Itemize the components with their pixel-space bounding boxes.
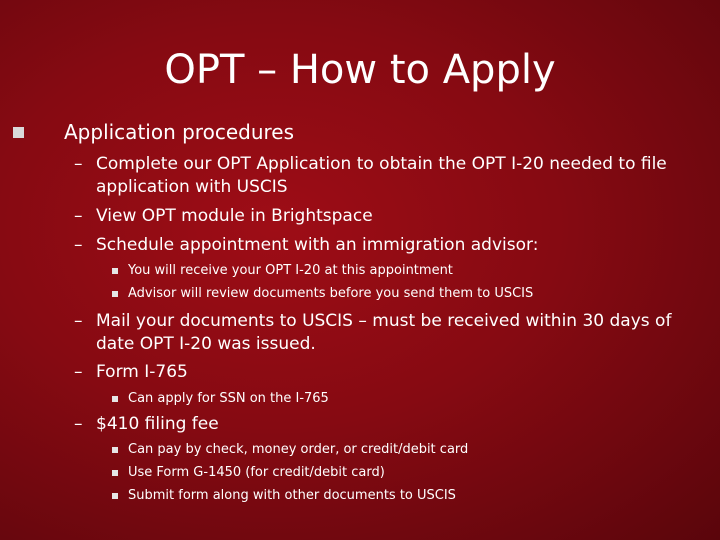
bullet-text: View OPT module in Brightspace <box>96 206 373 226</box>
bullet-text: You will receive your OPT I-20 at this appointment <box>128 263 453 278</box>
bullet-text: Form I-765 <box>96 362 188 382</box>
bullet-text: Complete our OPT Application to obtain the OPT I-20 needed to file application with USCIS <box>96 154 667 197</box>
dash-bullet-icon: – <box>74 414 83 434</box>
bullet-text: Can apply for SSN on the I-765 <box>128 391 329 406</box>
bullet-text: $410 filing fee <box>96 414 219 434</box>
dash-bullet-icon: – <box>74 206 83 226</box>
slide-title: OPT – How to Apply <box>164 47 556 93</box>
dash-bullet-icon: – <box>74 362 83 382</box>
bullet-text: Schedule appointment with an immigration advisor: <box>96 235 539 255</box>
small-square-bullet-icon <box>112 291 118 297</box>
bullet-text: Can pay by check, money order, or credit/debit card <box>128 442 469 457</box>
small-square-bullet-icon <box>112 396 118 402</box>
bullet-text: Advisor will review documents before you send them to USCIS <box>128 286 534 301</box>
small-square-bullet-icon <box>112 493 118 499</box>
small-square-bullet-icon <box>112 447 118 453</box>
bullet-text: Mail your documents to USCIS – must be received within 30 days of date OPT I-20 was issued. <box>96 311 672 354</box>
dash-bullet-icon: – <box>74 311 83 331</box>
small-square-bullet-icon <box>112 268 118 274</box>
bullet-text: Submit form along with other documents to USCIS <box>128 488 456 503</box>
bullet-text: Application procedures <box>64 120 294 144</box>
small-square-bullet-icon <box>112 470 118 476</box>
dash-bullet-icon: – <box>74 154 83 174</box>
square-bullet-icon <box>13 127 24 138</box>
bullet-text: Use Form G-1450 (for credit/debit card) <box>128 465 385 480</box>
dash-bullet-icon: – <box>74 235 83 255</box>
